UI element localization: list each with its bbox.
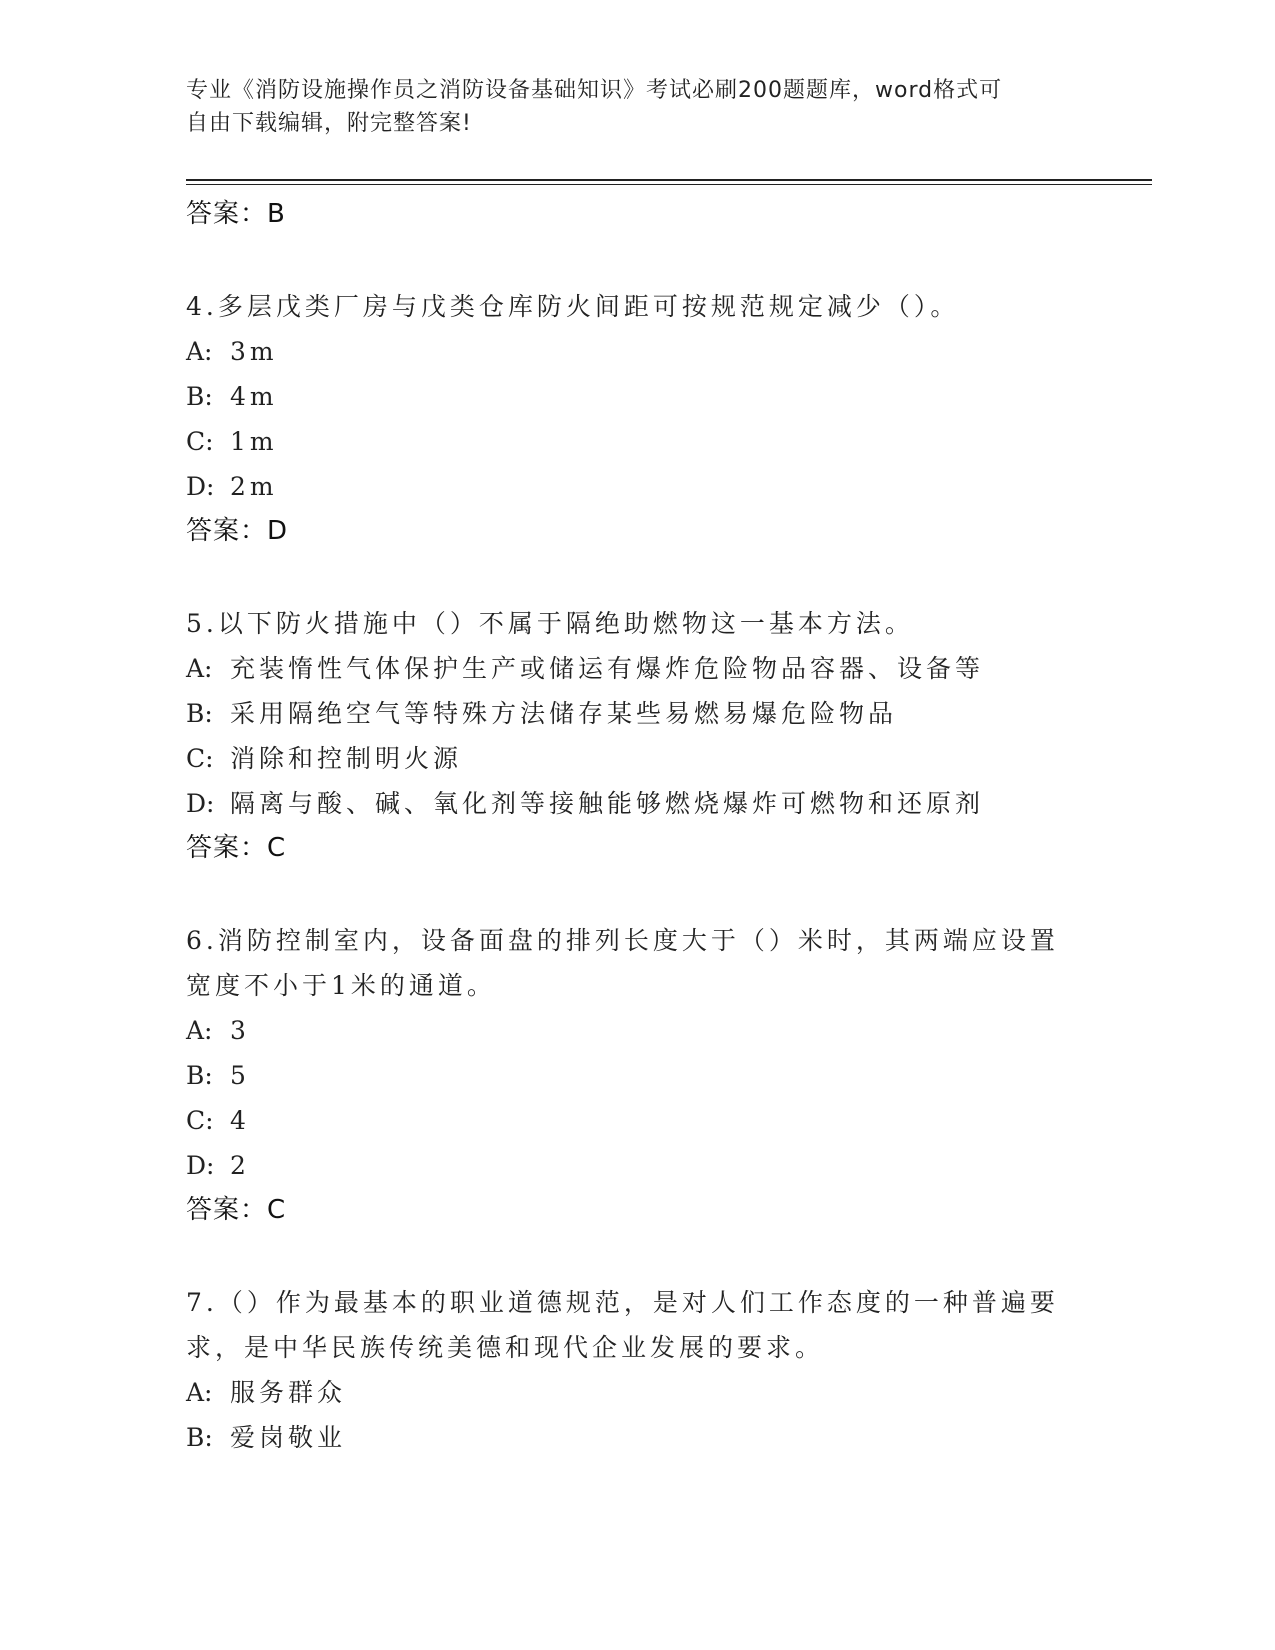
option-text: 3m	[230, 337, 278, 366]
answer-value: B	[267, 199, 286, 229]
option-b	[186, 691, 1086, 736]
option-text: 爱岗敬业	[230, 1423, 347, 1452]
option-text: 采用隔绝空气等特殊方法储存某些易燃易爆危险物品	[230, 699, 898, 728]
option-a	[186, 329, 1086, 374]
question-6	[186, 918, 1086, 1233]
question-5	[186, 601, 1086, 871]
question-text	[186, 918, 1086, 1008]
answer-label: 答案：	[186, 1195, 268, 1225]
option-key: D:	[186, 789, 215, 818]
option-key: C:	[186, 744, 214, 773]
question-list	[186, 192, 1086, 1460]
option-text: 消除和控制明火源	[230, 744, 463, 773]
option-text: 充装惰性气体保护生产或储运有爆炸危险物品容器、设备等	[230, 654, 985, 683]
option-d	[186, 1143, 1086, 1188]
option-key: A:	[186, 337, 213, 366]
option-d	[186, 464, 1086, 509]
question-line: 7.（）作为最基本的职业道德规范，是对人们工作态度的一种普遍要	[186, 1288, 1059, 1317]
option-b	[186, 1053, 1086, 1098]
question-line: 宽度不小于1米的通道。	[186, 971, 496, 1000]
answer-value: D	[267, 516, 289, 546]
option-key: A:	[186, 1016, 213, 1045]
option-b	[186, 374, 1086, 419]
question-line: 求，是中华民族传统美德和现代企业发展的要求。	[186, 1333, 825, 1362]
option-key: B:	[186, 1423, 213, 1452]
option-text: 2m	[230, 472, 278, 501]
question-line: 5.以下防火措施中（）不属于隔绝助燃物这一基本方法。	[186, 609, 914, 638]
option-text: 4	[230, 1106, 250, 1135]
answer-value: C	[267, 833, 287, 863]
option-c	[186, 1098, 1086, 1143]
option-key: A:	[186, 654, 213, 683]
option-key: D:	[186, 472, 215, 501]
document-header	[186, 74, 1066, 140]
header-line-2: 自由下载编辑，附完整答案!	[186, 111, 472, 136]
option-key: C:	[186, 1106, 214, 1135]
question-7	[186, 1280, 1086, 1460]
question-answer	[186, 826, 1086, 871]
option-key: D:	[186, 1151, 215, 1180]
option-key: B:	[186, 699, 213, 728]
option-key: B:	[186, 1061, 213, 1090]
question-line: 6.消防控制室内，设备面盘的排列长度大于（）米时，其两端应设置	[186, 926, 1059, 955]
option-text: 4m	[230, 382, 278, 411]
answer-label: 答案：	[186, 833, 268, 863]
option-c	[186, 419, 1086, 464]
question-text	[186, 284, 1086, 329]
option-a	[186, 646, 1086, 691]
answer-label: 答案：	[186, 199, 268, 229]
question-4	[186, 284, 1086, 554]
option-c	[186, 736, 1086, 781]
option-key: A:	[186, 1378, 213, 1407]
prev-answer	[186, 192, 1086, 237]
option-text: 1m	[230, 427, 278, 456]
answer-value: C	[267, 1195, 287, 1225]
answer-label: 答案：	[186, 516, 268, 546]
option-text: 2	[230, 1151, 250, 1180]
header-divider-thick	[186, 179, 1152, 181]
question-line: 4.多层戊类厂房与戊类仓库防火间距可按规范规定减少（）。	[186, 292, 960, 321]
option-text: 服务群众	[230, 1378, 347, 1407]
option-key: B:	[186, 382, 213, 411]
header-line-1: 专业《消防设施操作员之消防设备基础知识》考试必刷200题题库，word格式可	[186, 78, 1003, 103]
question-answer	[186, 1188, 1086, 1233]
option-text: 3	[230, 1016, 250, 1045]
option-text: 隔离与酸、碱、氧化剂等接触能够燃烧爆炸可燃物和还原剂	[230, 789, 985, 818]
option-a	[186, 1370, 1086, 1415]
option-text: 5	[230, 1061, 250, 1090]
question-text	[186, 1280, 1086, 1370]
option-d	[186, 781, 1086, 826]
header-divider-thin	[186, 184, 1152, 185]
question-text	[186, 601, 1086, 646]
option-b	[186, 1415, 1086, 1460]
option-key: C:	[186, 427, 214, 456]
question-answer	[186, 509, 1086, 554]
option-a	[186, 1008, 1086, 1053]
